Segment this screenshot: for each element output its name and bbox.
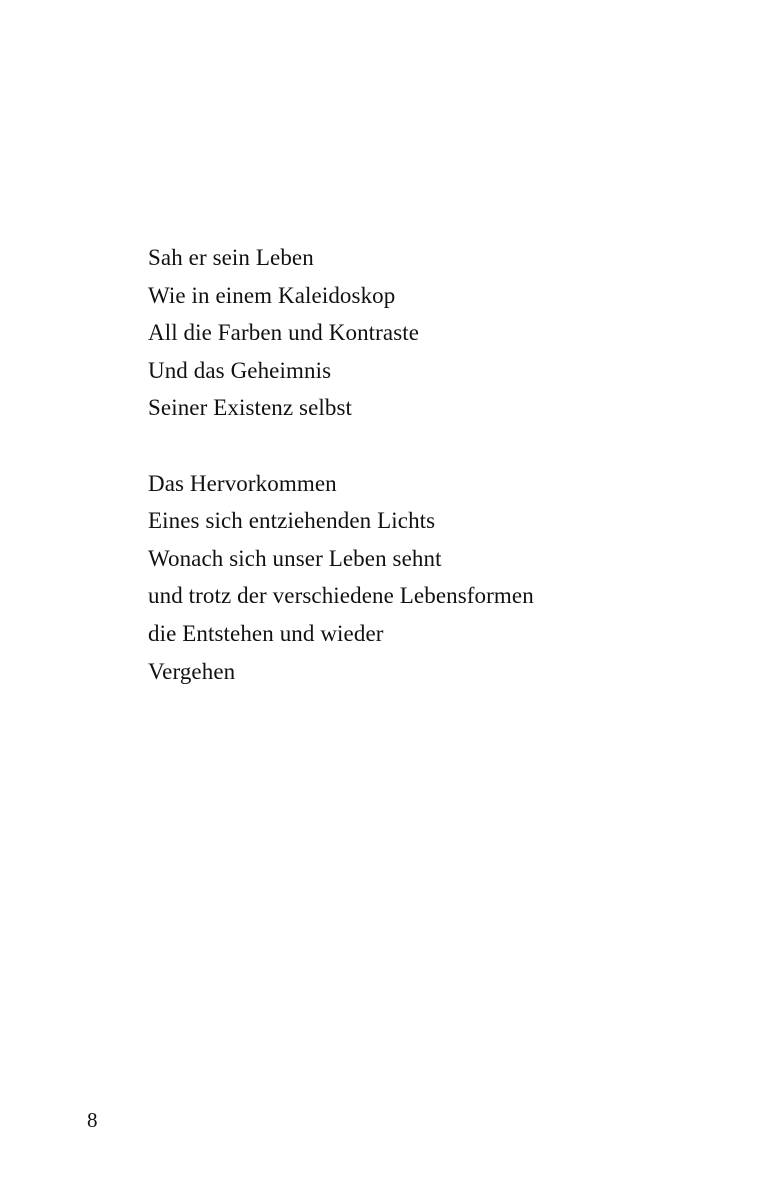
poem-line: Eines sich entziehenden Lichts [148,508,436,534]
poem-line: Wonach sich unser Leben sehnt [148,545,442,571]
poem-line: Vergehen [148,658,236,684]
poem-line: Das Hervorkommen [148,470,337,496]
stanza-1 [148,239,708,427]
page-number: 8 [87,1108,98,1132]
poem-line: Sah er sein Leben [148,245,314,270]
stanza-2 [148,465,708,691]
poem-line: die Entstehen und wieder [148,620,384,646]
poem-line: Wie in einem Kaleidoskop [148,282,396,308]
poem [148,239,708,690]
poem-line: und trotz der verschiedene Lebensformen [148,583,534,609]
poem-line: Seiner Existenz selbst [148,395,353,421]
poem-line: Und das Geheimnis [148,357,332,383]
poem-line: All die Farben und Kontraste [148,320,420,346]
